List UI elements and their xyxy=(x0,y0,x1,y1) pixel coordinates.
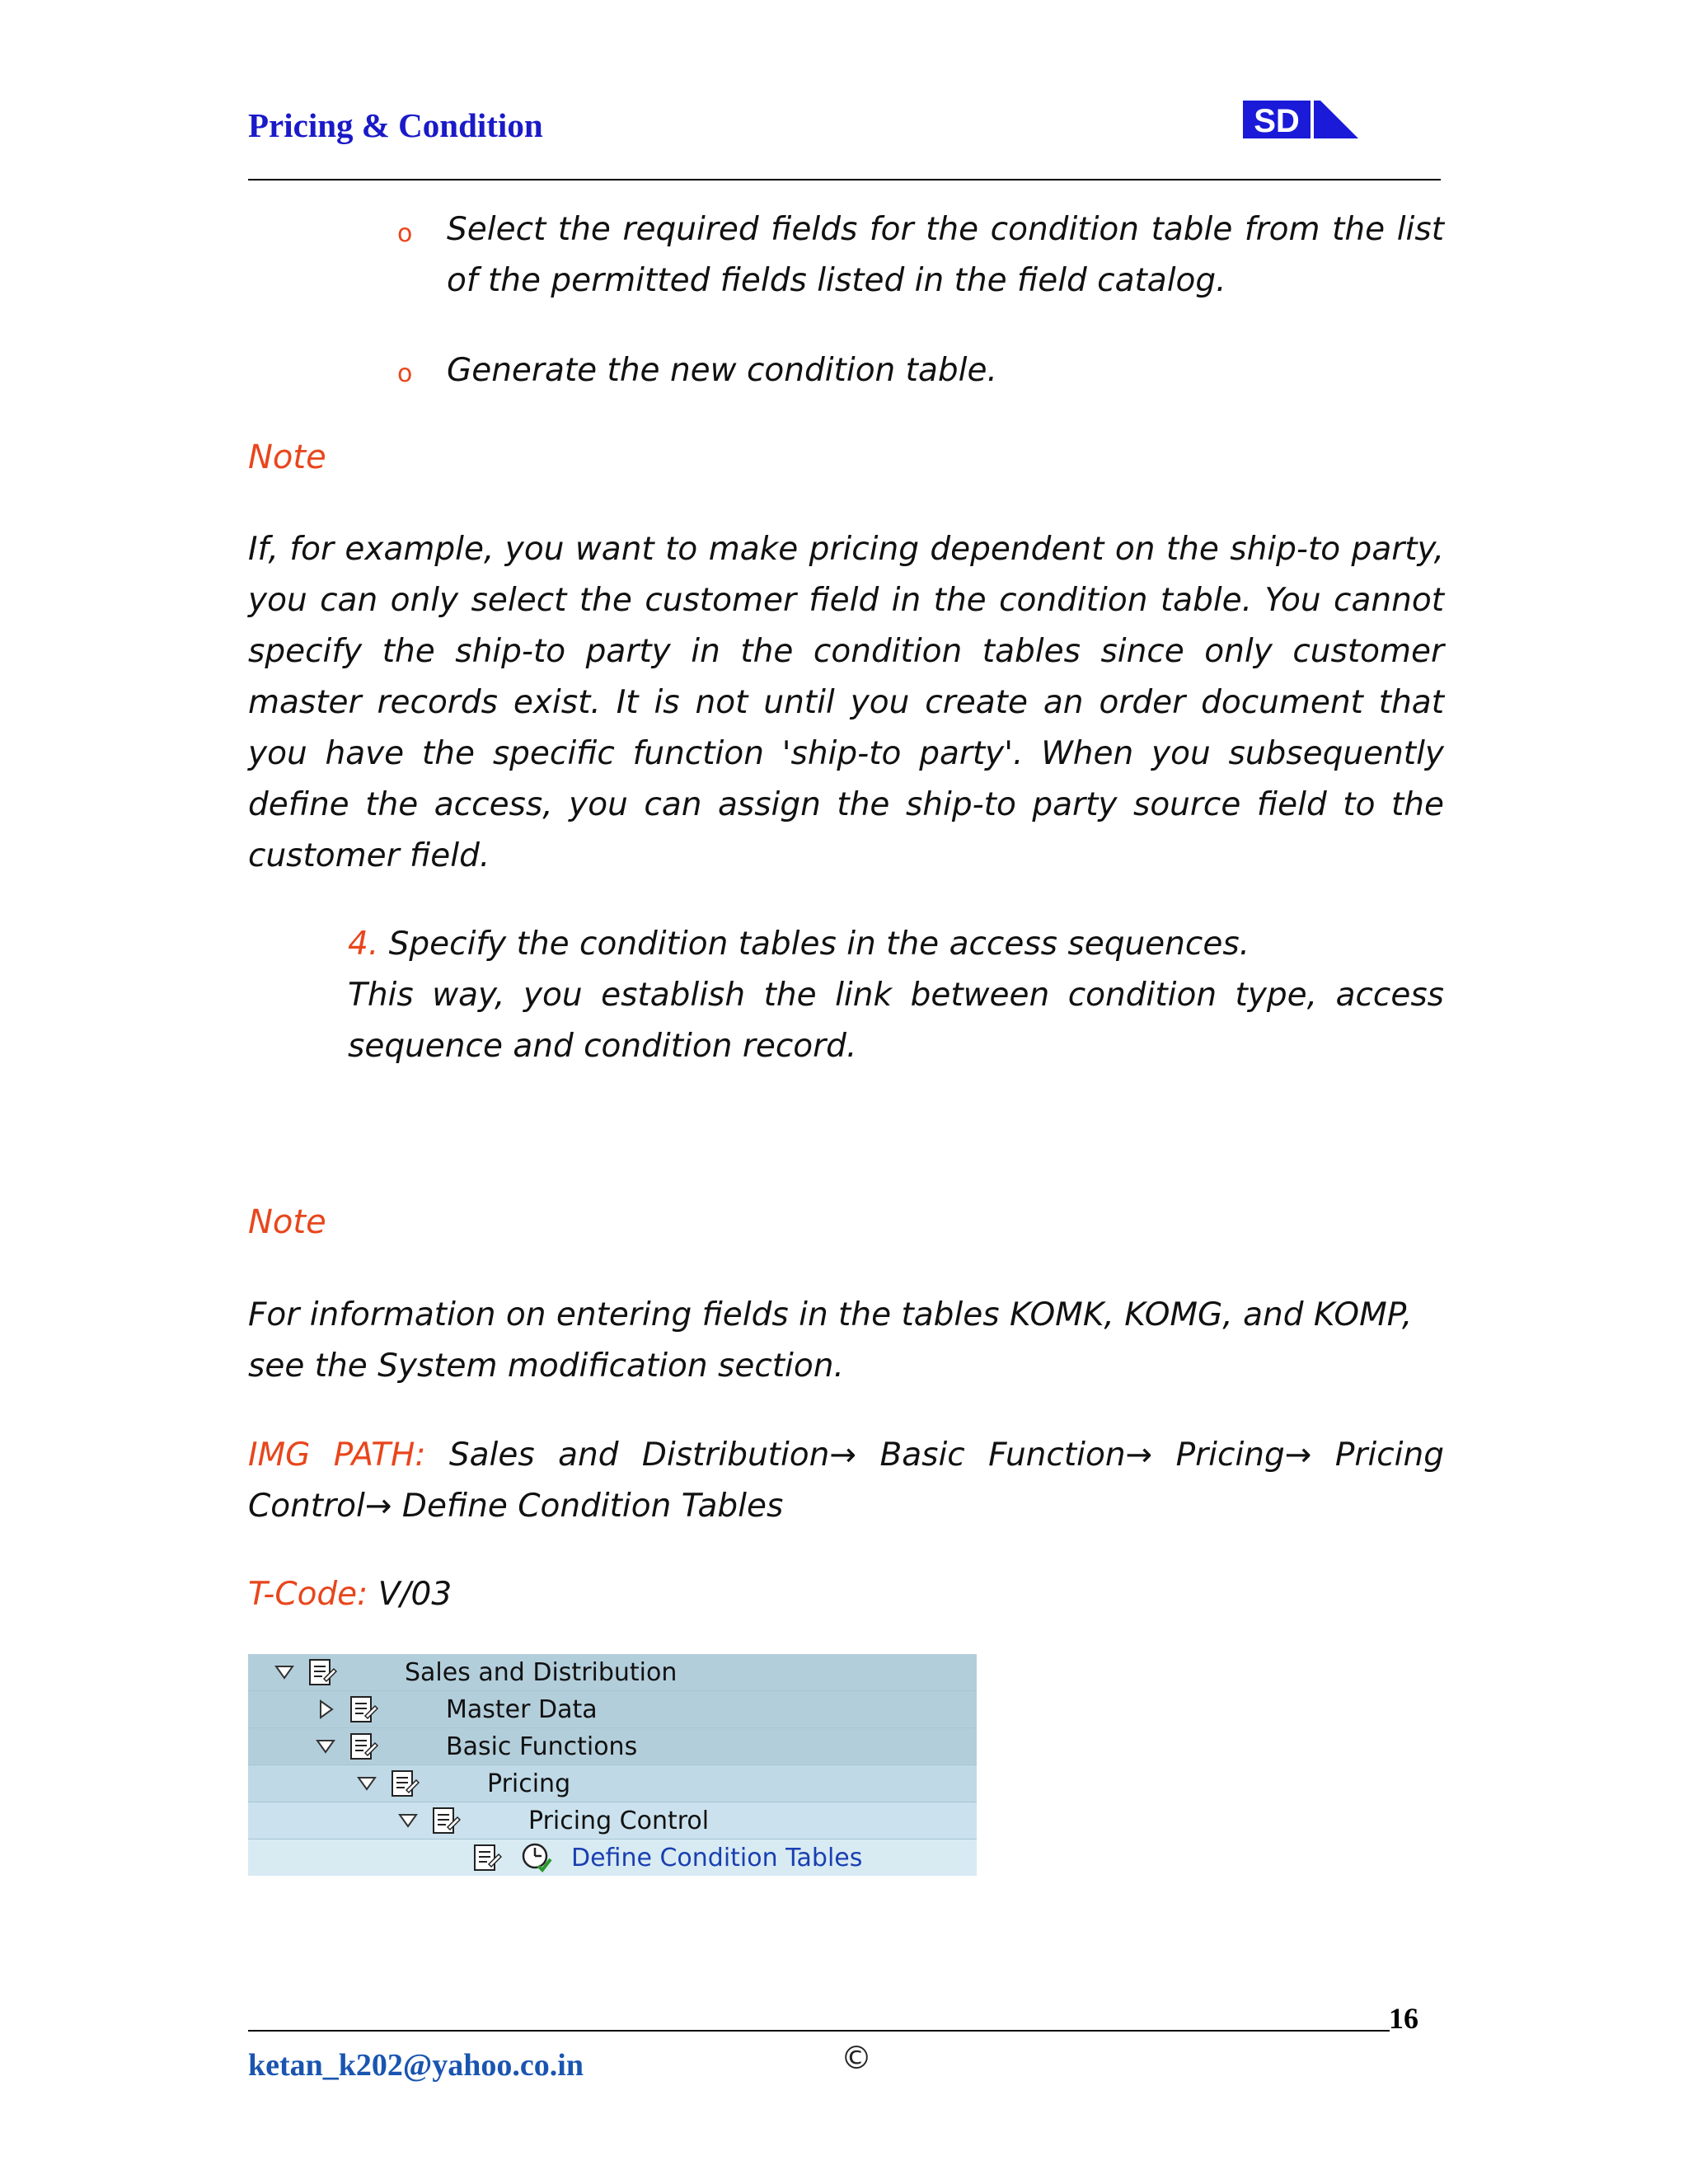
page-number: 16 xyxy=(1389,2002,1418,2035)
bullet-item: Generate the new condition table. xyxy=(447,352,997,389)
tree-row[interactable] xyxy=(248,1765,977,1803)
tcode-label: T-Code: xyxy=(248,1576,368,1613)
tree-label[interactable]: Master Data xyxy=(446,1695,598,1724)
note-paragraph: If, for example, you want to make pricing dependent on the ship-to party, you can only select the customer field in the condition table. You cannot specify the ship-to party in the condition tables since only customer master records exist. It is not until you create an order document that you have the specific function 'ship-to party'. When you subsequently define the access, you can assign the ship-to party source field to the customer field. xyxy=(248,531,1444,874)
img-document-icon xyxy=(349,1694,378,1724)
tree-row[interactable] xyxy=(248,1691,977,1729)
img-path-text: Sales and Distribution→ Basic Function→ Pricing→ Pricing Control→ Define Condition Tables xyxy=(248,1436,1444,1525)
step-4 xyxy=(348,919,1444,970)
expand-down-icon[interactable] xyxy=(398,1811,418,1830)
img-path xyxy=(248,1430,1444,1532)
img-document-icon xyxy=(349,1732,378,1761)
step-description: This way, you establish the link between condition type, access sequence and condition record. xyxy=(348,977,1444,1065)
img-tree xyxy=(248,1652,977,1885)
sd-logo xyxy=(1243,99,1358,142)
tree-row[interactable] xyxy=(248,1728,977,1766)
tcode xyxy=(248,1569,452,1620)
note-paragraph: For information on entering fields in the tables KOMK, KOMG, and KOMP, see the System modification section. xyxy=(248,1296,1413,1385)
tree-label[interactable]: Define Condition Tables xyxy=(571,1844,863,1872)
bullet-item: Select the required fields for the condition table from the list of the permitted fields listed in the field catalog. xyxy=(447,211,1444,299)
img-document-icon xyxy=(390,1769,420,1798)
step-number: 4. xyxy=(348,926,379,963)
step-title: Specify the condition tables in the access sequences. xyxy=(388,926,1250,963)
tree-label[interactable]: Pricing xyxy=(487,1769,571,1798)
img-document-icon xyxy=(307,1657,337,1687)
tree-label[interactable]: Sales and Distribution xyxy=(405,1658,678,1687)
img-document-icon xyxy=(431,1806,461,1835)
expand-down-icon[interactable] xyxy=(316,1736,335,1756)
header-rule xyxy=(248,179,1441,180)
tcode-value: V/03 xyxy=(377,1576,452,1613)
footer-rule xyxy=(248,2030,1390,2032)
tree-row[interactable] xyxy=(248,1802,977,1840)
expand-down-icon[interactable] xyxy=(357,1774,377,1793)
tree-row[interactable] xyxy=(248,1840,977,1876)
bullet-marker: o xyxy=(397,219,413,248)
tree-label[interactable]: Pricing Control xyxy=(528,1807,710,1835)
bullet-marker: o xyxy=(397,359,413,388)
sd-logo-text: SD xyxy=(1254,103,1300,139)
expand-right-icon[interactable] xyxy=(316,1699,335,1719)
page-header-title: Pricing & Condition xyxy=(248,106,543,144)
expand-down-icon[interactable] xyxy=(274,1662,294,1682)
execute-clock-icon[interactable] xyxy=(520,1841,553,1874)
tree-row[interactable] xyxy=(248,1654,977,1692)
note-heading: Note xyxy=(248,438,326,476)
img-document-icon xyxy=(472,1843,502,1872)
img-path-label: IMG PATH: xyxy=(248,1436,426,1474)
footer-email[interactable]: ketan_k202@yahoo.co.in xyxy=(248,2048,584,2083)
note-heading: Note xyxy=(248,1203,326,1241)
copyright-symbol: © xyxy=(841,2040,872,2076)
tree-label[interactable]: Basic Functions xyxy=(446,1732,638,1761)
